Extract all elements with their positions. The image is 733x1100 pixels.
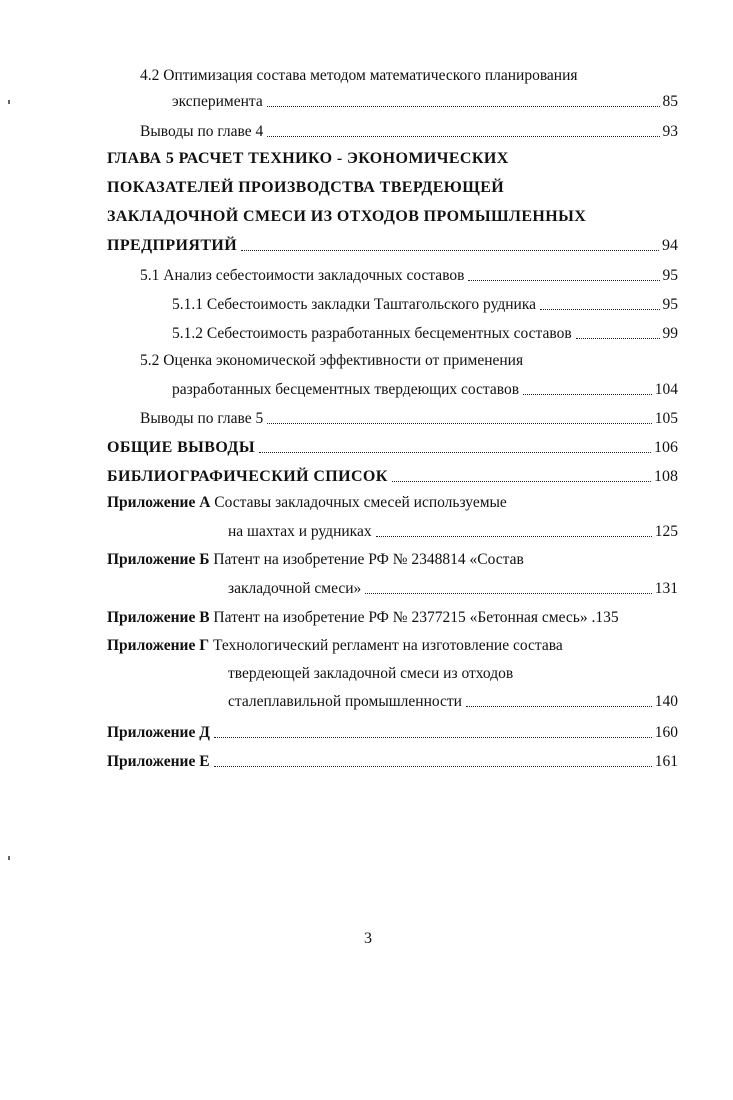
toc-appendix-a-title-line1: Составы закладочных смесей используемые [214,494,507,511]
toc-appendix-v-page: .135 [591,609,619,626]
dot-leader [576,338,660,339]
toc-appendix-e-label: Приложение Е [107,753,210,770]
dot-leader [392,481,651,482]
toc-4-2-title-line1: 4.2 Оптимизация состава методом математического планирования [140,67,578,84]
toc-chapter-5-title-line1: ГЛАВА 5 РАСЧЕТ ТЕХНИКО - ЭКОНОМИЧЕСКИХ [107,150,509,167]
dot-leader [267,106,660,107]
toc-5-2-page: 104 [654,381,678,398]
scan-speck [8,856,10,860]
toc-appendix-b-line1 [107,550,524,570]
toc-appendix-a-title-line2: на шахтах и рудниках [228,523,372,540]
toc-conclusions-5-page: 105 [654,410,678,427]
toc-entry-4-2[interactable] [172,88,678,112]
toc-appendix-a-page: 125 [654,523,678,540]
toc-bibliography-title: БИБЛИОГРАФИЧЕСКИЙ СПИСОК [107,468,388,485]
toc-entry-appendix-a[interactable] [228,518,678,542]
toc-5-1-title: 5.1 Анализ себестоимости закладочных составов [140,267,465,284]
page-number: 3 [364,930,372,947]
dot-leader [214,737,652,738]
toc-appendix-g-page: 140 [654,693,678,710]
dot-leader [365,593,651,594]
toc-entry-chapter-5[interactable] [107,232,678,256]
toc-5-1-1-title: 5.1.1 Себестоимость закладки Таштагольского рудника [172,296,537,313]
dot-leader [540,309,659,310]
toc-entry-5-1-2[interactable] [172,320,678,344]
toc-chapter-5-title-line3: ЗАКЛАДОЧНОЙ СМЕСИ ИЗ ОТХОДОВ ПРОМЫШЛЕННЫХ [107,208,587,225]
toc-appendix-b-title-line1: Патент на изобретение РФ № 2348814 «Состав [213,551,524,568]
toc-appendix-v-title: Патент на изобретение РФ № 2377215 «Бетонная смесь» [213,609,588,626]
toc-conclusions-4-title: Выводы по главе 4 [140,123,264,140]
toc-entry-5-2[interactable] [172,376,678,400]
dot-leader [214,766,652,767]
toc-entry-5-1[interactable] [140,262,678,286]
toc-appendix-d-label: Приложение Д [107,724,210,741]
toc-conclusions-4-page: 93 [662,123,678,140]
toc-entry-appendix-b[interactable] [228,575,678,599]
toc-bibliography-page: 108 [654,468,678,485]
toc-4-2-title-line2: эксперимента [172,93,263,110]
toc-appendix-a-line1 [107,493,507,513]
toc-5-1-1-page: 95 [662,296,678,313]
dot-leader [267,136,659,137]
toc-appendix-b-label: Приложение Б [107,551,210,568]
dot-leader [376,536,652,537]
toc-5-2-title-line2: разработанных бесцементных твердеющих составов [172,381,520,398]
dot-leader [241,250,659,251]
toc-appendix-g-label: Приложение Г [107,637,210,654]
toc-appendix-e-page: 161 [654,753,678,770]
toc-general-conclusions-page: 106 [654,439,678,456]
toc-entry-5-1-1[interactable] [172,291,678,315]
dot-leader [267,423,651,424]
toc-appendix-a-label: Приложение А [107,494,211,511]
toc-entry-conclusions-4[interactable] [140,118,678,142]
toc-entry-conclusions-5[interactable] [140,405,678,429]
toc-5-1-page: 95 [662,267,678,284]
toc-appendix-d-page: 160 [654,724,678,741]
toc-chapter-5-title-line4: ПРЕДПРИЯТИЙ [107,237,238,254]
toc-4-2-page: 85 [662,93,678,110]
toc-entry-bibliography[interactable] [107,463,678,487]
dot-leader [468,280,659,281]
toc-appendix-g-title-line1: Технологический регламент на изготовление состава [212,637,563,654]
toc-entry-appendix-g[interactable] [228,688,678,712]
toc-appendix-v-label: Приложение В [107,609,210,626]
dot-leader [523,394,652,395]
toc-entry-general-conclusions[interactable] [107,434,678,458]
toc-conclusions-5-title: Выводы по главе 5 [140,410,264,427]
dot-leader [466,706,652,707]
toc-entry-appendix-d[interactable] [107,719,678,743]
dot-leader [259,452,651,453]
toc-appendix-g-title-line3: сталеплавильной промышленности [228,693,462,710]
toc-appendix-b-page: 131 [654,580,678,597]
toc-appendix-b-title-line2: закладочной смеси» [228,580,362,597]
scan-speck [8,100,10,104]
toc-chapter-5-page: 94 [662,237,678,254]
toc-entry-appendix-v[interactable] [107,608,619,628]
toc-chapter-5-title-line2: ПОКАЗАТЕЛЕЙ ПРОИЗВОДСТВА ТВЕРДЕЮЩЕЙ [107,179,505,196]
toc-5-2-title-line1: 5.2 Оценка экономической эффективности от применения [140,352,524,369]
toc-entry-appendix-e[interactable] [107,748,678,772]
toc-5-1-2-title: 5.1.2 Себестоимость разработанных бесцементных составов [172,325,572,342]
toc-appendix-g-line1 [107,636,563,656]
toc-general-conclusions-title: ОБЩИЕ ВЫВОДЫ [107,439,255,456]
toc-5-1-2-page: 99 [662,325,678,342]
toc-appendix-g-title-line2: твердеющей закладочной смеси из отходов [228,665,514,682]
